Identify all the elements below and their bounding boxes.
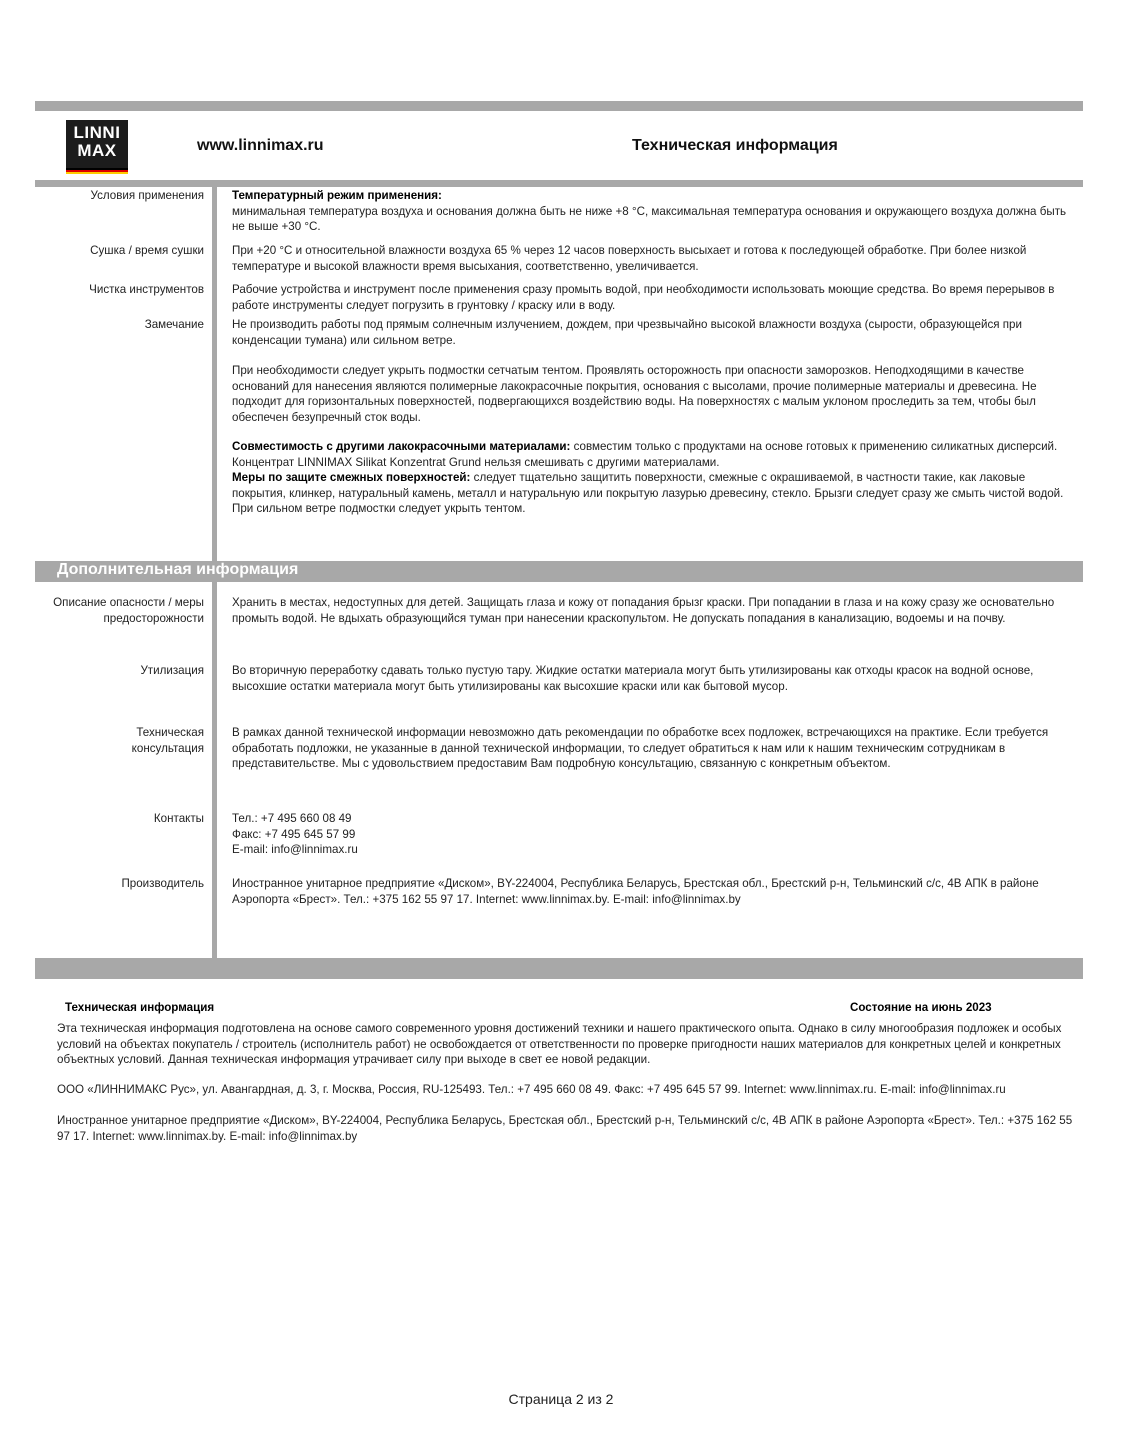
text-remark: Не производить работы под прямым солнечным излучением, дождем, при чрезвычайно высокой влажности воздуха (сырости, образующейся при конденсации тумана) или сильном ветре.	[232, 318, 1022, 347]
temperature-text: минимальная температура воздуха и основания должна быть не ниже +8 °С, максимальная температура основания и окружающего воздуха должна быть не выше +30 °С.	[232, 204, 1067, 233]
logo-line2: MAX	[77, 141, 117, 160]
contact-phone: Тел.: +7 495 660 08 49	[232, 812, 352, 825]
top-bar	[35, 101, 1083, 111]
header-title: Техническая информация	[632, 137, 838, 154]
label-hazard: Описание опасности / меры предосторожности	[53, 596, 204, 625]
label-remark: Замечание	[144, 318, 204, 331]
bold-temperature: Температурный режим применения:	[232, 189, 442, 202]
flag-stripe-gold	[66, 172, 128, 174]
label-application-conditions: Условия применения	[90, 189, 204, 202]
header-website[interactable]: www.linnimax.ru	[197, 137, 324, 154]
footer-disclaimer: Эта техническая информация подготовлена на основе самого современного уровня достижений техники и нашего практического опыта. Однако в силу многообразия подложек и особых условий на объектах покупатель / строитель (исполнитель работ) не освобождается от ответственности по проверке пригодности наших материалов для конкретных целей и конкретных объектных условий. Данная техническая информация утрачивает силу при выходе в свет ее новой редакции.	[57, 1022, 1062, 1066]
text-tech-consult: В рамках данной технической информации невозможно дать рекомендации по обработке всех подложек, встречающихся на практике. Если требуется обработать подложки, не указанные в данной технической информации, то следует обратиться к нам или к нашим техническим сотрудникам в представительстве. Мы с удовольствием предоставим Вам подробную консультацию, связанную с конкретным объектом.	[232, 726, 1049, 770]
contact-fax: Факс: +7 495 645 57 99	[232, 827, 356, 841]
logo-line1: LINNI	[73, 123, 121, 142]
protection-text: следует тщательно защитить поверхности, смежные с окрашиваемой, в частности такие, как лаковые покрытия, клинкер, натуральный камень, металл и натуральную или покрытую лазурью древесину, стекло. Брызги следует сразу же смыть чистой водой. При сильном ветре подмостки следует укрыть тентом.	[232, 471, 1064, 515]
label-tech-consult: Техническая консультация	[131, 726, 204, 755]
text-application-conditions	[232, 188, 1080, 235]
vertical-divider-2	[212, 582, 217, 958]
text-manufacturer: Иностранное унитарное предприятие «Диском», BY-224004, Республика Беларусь, Брестская обл., Брестский р-н, Тельминский с/с, 4В АПК в районе Аэропорта «Брест». Тел.: +375 162 55 97 17. Internet: www.linnimax.by. E-mail: info@linnimax.by	[232, 877, 1039, 906]
compatibility-text: совместим только с продуктами на основе готовых к применению силикатных дисперсий. Концентрат LINNIMAX Silikat Konzentrat Grund нельзя смешивать с другими материалами.	[232, 440, 1058, 469]
header-bottom-bar	[35, 180, 1083, 187]
vertical-divider-1	[212, 187, 217, 561]
footer-company-ru: ООО «ЛИННИМАКС Рус», ул. Авангардная, д. 3, г. Москва, Россия, RU-125493. Тел.: +7 495 660 08 49. Факс: +7 495 645 57 99. Internet: www.linnimax.ru. E-mail: info@linnimax.ru	[57, 1083, 1006, 1096]
text-contacts	[232, 811, 1080, 858]
text-remark-2: При необходимости следует укрыть подмостки сетчатым тентом. Проявлять осторожность при опасности заморозков. Неподходящими в качестве оснований для нанесения являются полимерные лакокрасочные покрытия, основания с высолами, прочие полимерные материалы и древесина. Не подходит для горизонтальных поверхностей, подвергающихся воздействию воды. На поверхностях с малым уклоном проследить за тем, чтобы был обеспечен безупречный сток воды.	[232, 364, 1037, 424]
label-contacts: Контакты	[153, 812, 204, 825]
bottom-bar	[35, 958, 1083, 979]
text-hazard: Хранить в местах, недоступных для детей. Защищать глаза и кожу от попадания брызг краски. При попадании в глаза и на кожу сразу же основательно промыть водой. Не вдыхать образующийся туман при нанесении краскопультом. Не допускать попадания в канализацию, водоемы и на почву.	[232, 596, 1055, 625]
text-drying: При +20 °С и относительной влажности воздуха 65 % через 12 часов поверхность высыхает и готова к последующей обработке. При более низкой температуре и высокой влажности время высыхания, соответственно, увеличивается.	[232, 244, 1027, 273]
text-disposal: Во вторичную переработку сдавать только пустую тару. Жидкие остатки материала могут быть утилизированы как отходы красок на водной основе, высохшие остатки материала могут быть утилизированы как высохшие краски или как бытовой мусор.	[232, 664, 1034, 693]
page-number: Страница 2 из 2	[508, 1391, 614, 1407]
footer-left-title: Техническая информация	[65, 1001, 215, 1014]
label-tool-cleaning: Чистка инструментов	[89, 283, 204, 296]
label-manufacturer: Производитель	[121, 877, 204, 890]
linnimax-logo	[66, 120, 128, 174]
text-remark-3	[232, 439, 1080, 517]
label-drying: Сушка / время сушки	[90, 244, 204, 257]
text-tool-cleaning: Рабочие устройства и инструмент после применения сразу промыть водой, при необходимости использовать моющие средства. Во время перерывов в работе инструменты следует погрузить в грунтовку / краску или в воду.	[232, 283, 1055, 312]
footer-company-by: Иностранное унитарное предприятие «Диском», BY-224004, Республика Беларусь, Брестская обл., Брестский р-н, Тельминский с/с, 4В АПК в районе Аэропорта «Брест». Тел.: +375 162 55 97 17. Internet: www.linnimax.by. E-mail: info@linnimax.by	[57, 1114, 1073, 1143]
label-disposal: Утилизация	[140, 664, 204, 677]
bold-protection: Меры по защите смежных поверхностей:	[232, 471, 471, 484]
section-title-additional-info: Дополнительная информация	[57, 561, 299, 578]
bold-compatibility: Совместимость с другими лакокрасочными материалами:	[232, 440, 571, 453]
footer-right-title: Состояние на июнь 2023	[850, 1001, 992, 1014]
contact-email[interactable]: E-mail: info@linnimax.ru	[232, 843, 358, 856]
